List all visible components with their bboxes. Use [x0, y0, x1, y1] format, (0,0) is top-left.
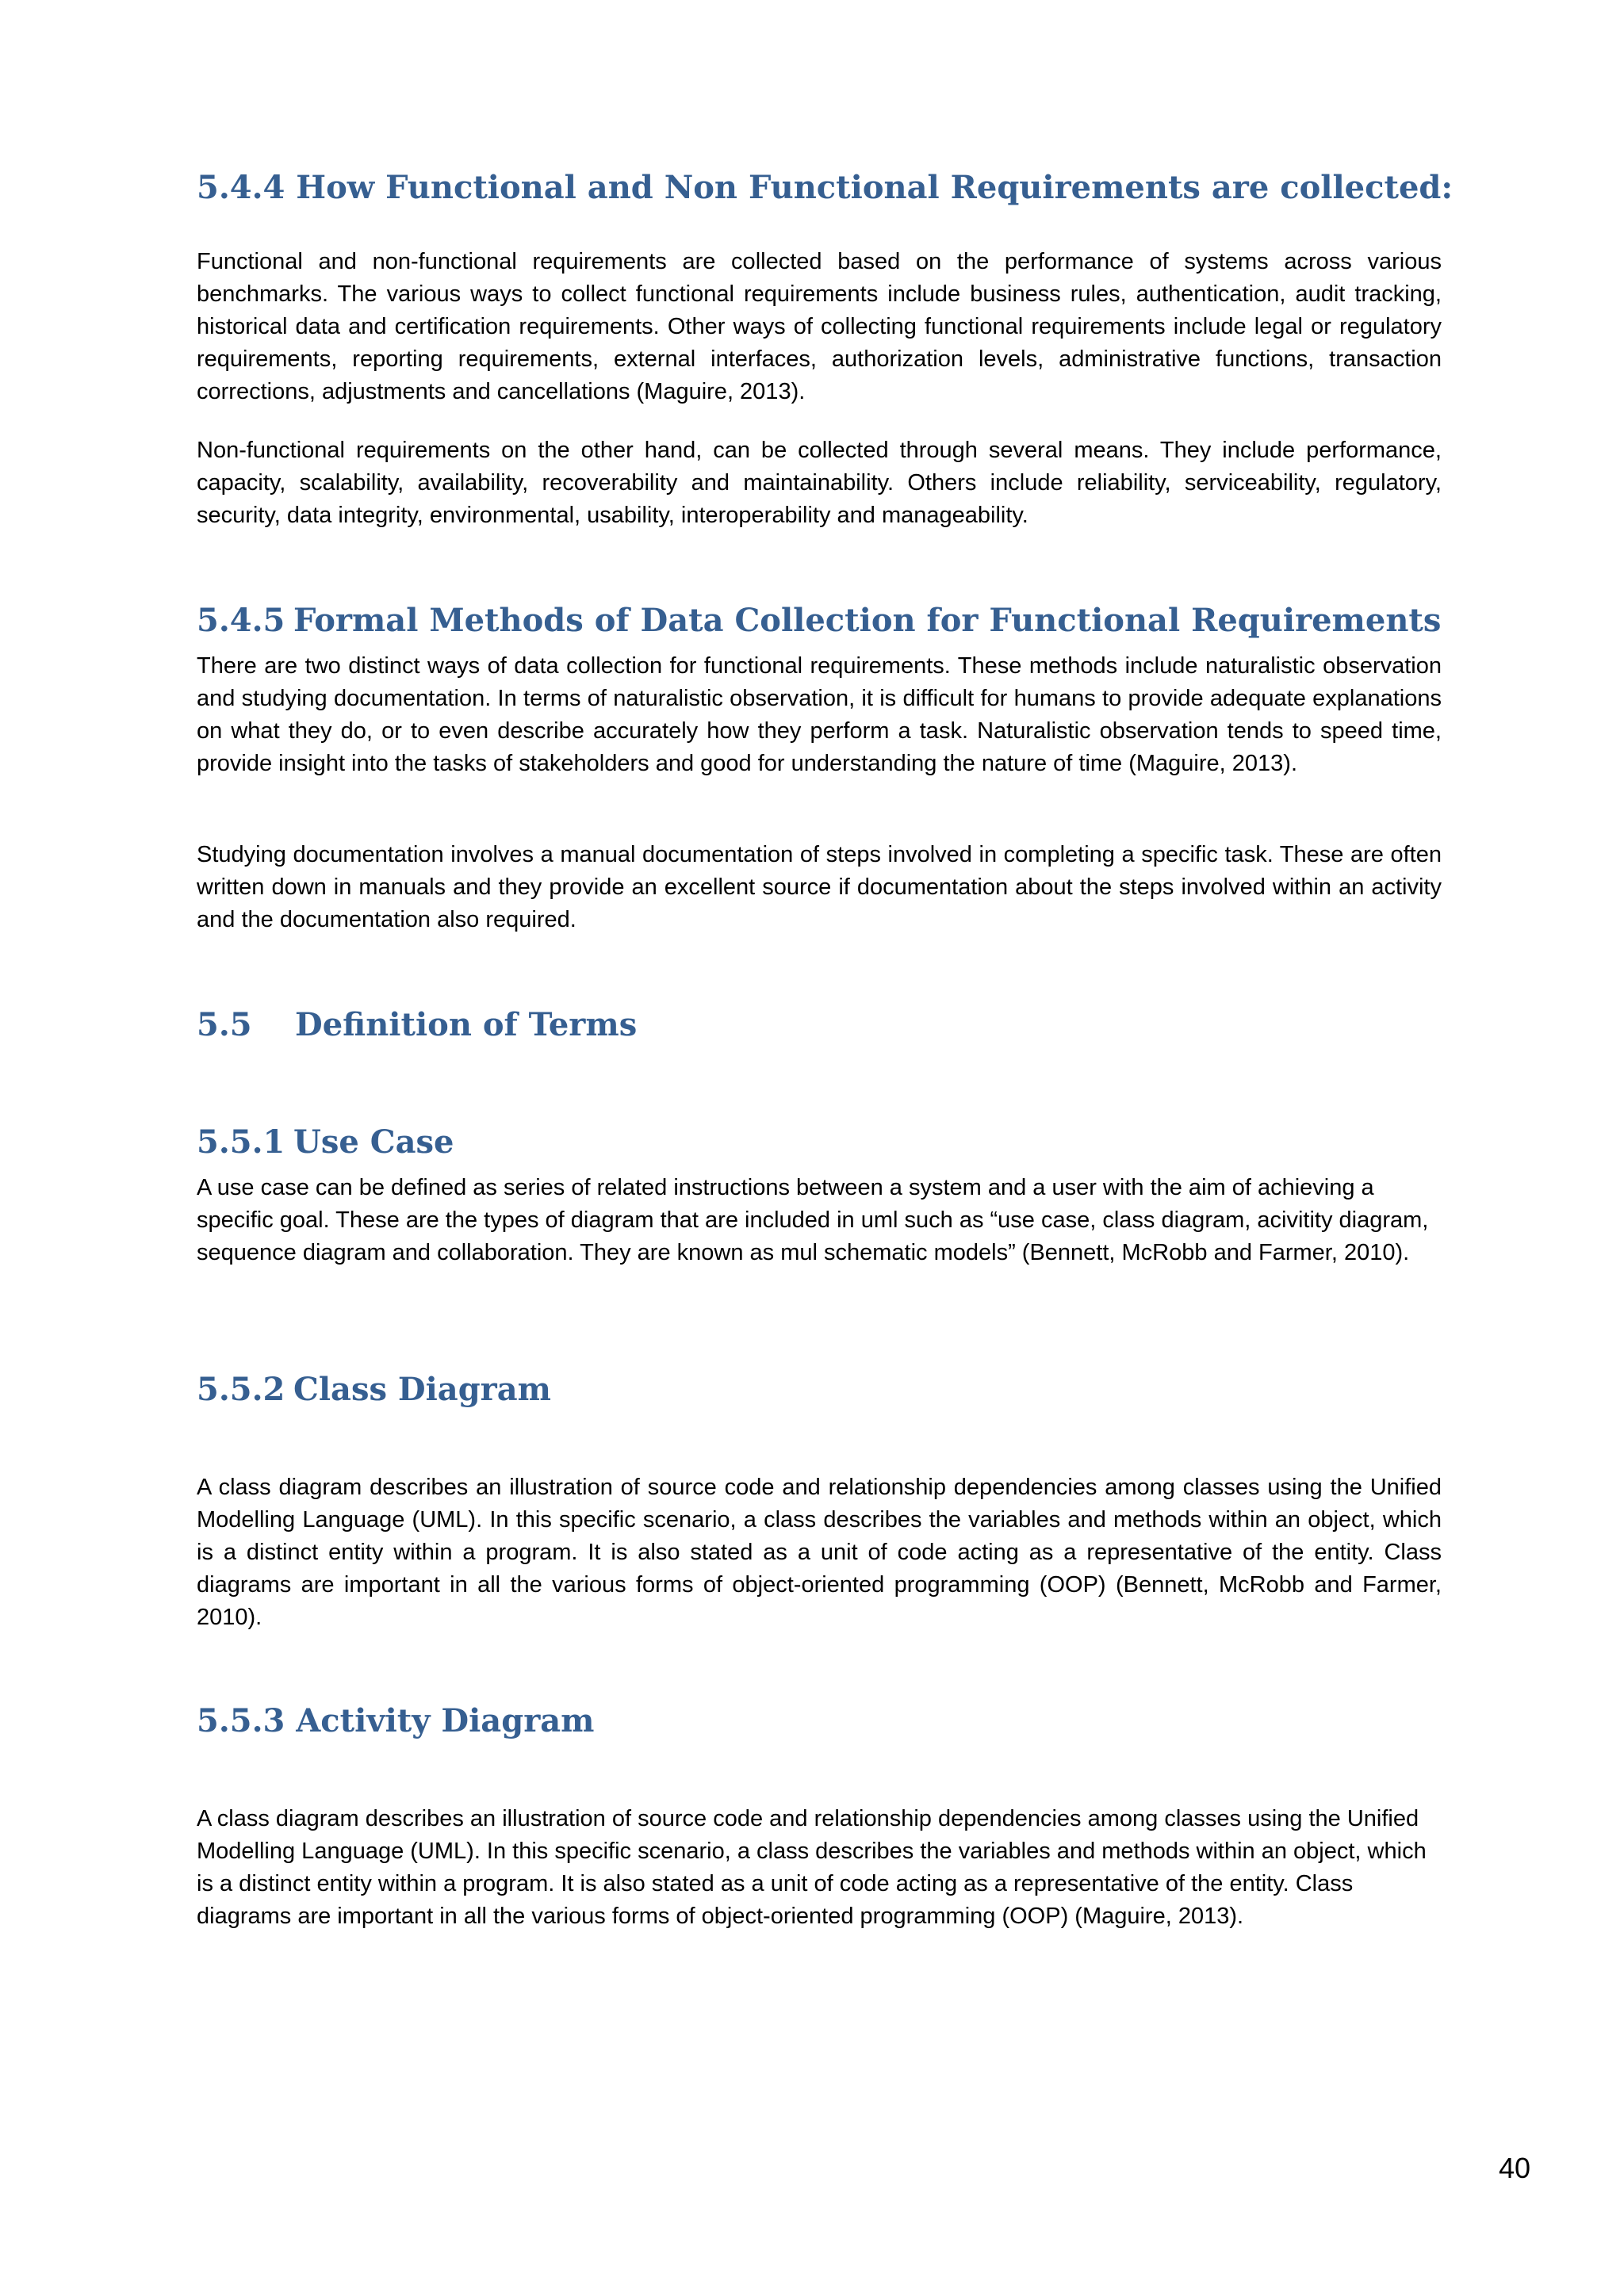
heading-5-4-4: 5.4.4 How Functional and Non Functional Requirements are collected: — [197, 169, 1454, 206]
heading-title: Definition of Terms — [295, 1006, 638, 1043]
paragraph-5-5-1-1: A use case can be defined as series of related instructions between a system and a user with the aim of achieving a specific goal. These are the types of diagram that are included in uml such as “use case, class diagram, acivitity diagram, sequence diagram and collaboration. They are known as mul schematic models” (Bennett, McRobb and Farmer, 2010). — [197, 1175, 1429, 1265]
page-number: 40 — [1499, 2152, 1531, 2184]
paragraph-5-4-4-2: Non-functional requirements on the other hand, can be collected through several means. They include performance, capacity, scalability, availability, recoverability and maintainability. Others include reliability, serviceability, regulatory, security, data integrity, environmental, usability, interoperability and manageability. — [197, 438, 1442, 528]
heading-title: Use Case — [293, 1123, 454, 1161]
heading-5-5-3: 5.5.3 Activity Diagram — [197, 1702, 595, 1739]
paragraph-5-4-5-1: There are two distinct ways of data collection for functional requirements. These methods include naturalistic observation and studying documentation. In terms of naturalistic observation, it is difficult for humans to provide adequate explanations on what they do, or to even describe accurately how they perform a task. Naturalistic observation tends to speed time, provide insight into the tasks of stakeholders and good for understanding the nature of time (Maguire, 2013). — [197, 653, 1442, 776]
heading-title: Formal Methods of Data Collection for Functional Requirements — [293, 602, 1442, 639]
paragraph-5-4-5-2: Studying documentation involves a manual documentation of steps involved in completing a specific task. These are often written down in manuals and they provide an excellent source if documentation about the steps involved within an activity and the documentation also required. — [197, 842, 1442, 932]
heading-number: 5.5 — [197, 1006, 252, 1043]
heading-5-5-2 — [197, 1370, 551, 1410]
heading-5-5 — [197, 1005, 637, 1045]
paragraph-5-4-4-1: Functional and non-functional requirements are collected based on the performance of systems across various benchmarks. The various ways to collect functional requirements include business rules, authentication, audit tracking, historical data and certification requirements. Other ways of collecting functional requirements include legal or regulatory requirements, reporting requirements, external interfaces, authorization levels, administrative functions, transaction corrections, adjustments and cancellations (Maguire, 2013). — [197, 249, 1442, 404]
paragraph-5-5-2-1: A class diagram describes an illustration of source code and relationship dependencies among classes using the Unified Modelling Language (UML). In this specific scenario, a class describes the variables and methods within an object, which is a distinct entity within a program. It is also stated as a unit of code acting as a representative of the entity. Class diagrams are important in all the various forms of object-oriented programming (OOP) (Bennett, McRobb and Farmer, 2010). — [197, 1475, 1442, 1630]
heading-number: 5.5.2 — [197, 1371, 285, 1408]
heading-number: 5.4.5 — [197, 602, 285, 639]
paragraph-5-5-3-1: A class diagram describes an illustration of source code and relationship dependencies among classes using the Unified Modelling Language (UML). In this specific scenario, a class describes the variables and methods within an object, which is a distinct entity within a program. It is also stated as a unit of code acting as a representative of the entity. Class diagrams are important in all the various forms of object-oriented programming (OOP) (Maguire, 2013). — [197, 1806, 1427, 1929]
heading-5-5-1 — [197, 1123, 454, 1162]
heading-number: 5.5.1 — [197, 1123, 285, 1161]
heading-title: Class Diagram — [293, 1371, 551, 1408]
heading-5-4-5 — [197, 601, 1441, 641]
